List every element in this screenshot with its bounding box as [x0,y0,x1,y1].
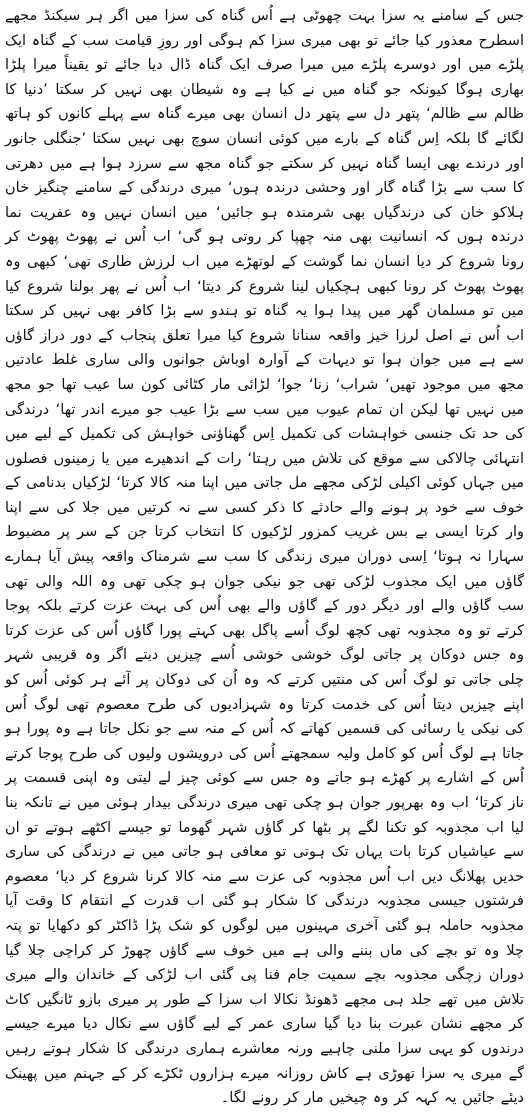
article-body: جس کے سامنے یہ سزا بہت چھوٹی ہے اُس گناہ کی سزا میں اگر ہر سیکنڈ مجھے اسطرح معذور کیا جائے تو بھی میری سزا کم ہوگی اور روزِ قیامت سب کے گناہ ایک پلڑے میں اور دوسرے پلڑے میں میرا صرف ایک گناہ ڈال دیا جائے تو یقیناً میرا پلڑا بھاری ہوگا کیونکہ جو گناہ میں نے کیا ہے وہ شیطان بھی نہیں کر سکتا ’دنیا کا ظالم سے ظالم‘ پتھر دل سے پتھر دل انسان بھی میرے گناہ سے پہلے کانوں کو ہاتھ لگائے گا بلکہ اِس گناہ کے بارے میں کوئی انسان سوچ بھی نہیں سکتا ’جنگلی جانور اور درندے بھی ایسا گناہ نہیں کر سکتے جو گناہ مجھ سے سرزد ہوا ہے میں دھرتی کا سب سے بڑا گناہ گار اور وحشی درندہ ہوں‘ میری درندگی کے سامنے چنگیز خان ہلاکو خان کی درندگیاں بھی شرمندہ ہو جائیں‘ میں انسان نہیں وہ عفریت نما درندہ ہوں کہ انسانیت بھی منہ چھپا کر روتی ہو گی‘ اب اُس نے پھوٹ پھوٹ کر رونا شروع کر دیا انسان نما گوشت کے لوتھڑے میں اب لرزش طاری تھی‘ کبھی وہ پھوٹ پھوٹ کر رونا کبھی ہچکیاں لینا شروع کر دیتا‘ اب اُس نے پھر بولنا شروع کیا میں تو مسلمان گھر میں پیدا ہوا یہ گناہ تو ہندو سے بڑا کافر بھی نہیں کر سکتا اب اُس نے اصل لرزا خیز واقعہ سنانا شروع کیا میرا تعلق پنجاب کے دور دراز گاؤں سے ہے میں جوان ہوا تو دیہات کے آوارہ اوباش جوانوں والی ساری غلط عادتیں مجھ میں موجود تھیں‘ شراب‘ زنا‘ جوا‘ لڑائی مار کٹائی کون سا عیب تھا جو مجھ میں نہیں تھا لیکن ان تمام عیوب میں سب سے بڑا عیب جو میرے اندر تھا‘ درندگی کی حد تک جنسی خواہشات کی تکمیل اِس گھناؤنی خواہش کی تکمیل کے لیے میں انتہائی چالاکی سے موقع کی تلاش میں رہتا‘ رات کے اندھیرے میں یا زمینوں فصلوں میں جہاں کوئی اکیلی لڑکی مجھے مل جاتی میں اپنا منہ کالا کرتا‘ لڑکیاں بدنامی کے خوف سے خود پر ہونے والے حادثے کا ذکر کسی سے نہ کرتیں میں جلا کی سے اپنا وار کرتا ایسی بے بس غریب کمزور لڑکیوں کا انتخاب کرتا جن کے سر پر مضبوط سہارا نہ ہوتا‘ اِسی دوران میری زندگی کا سب سے شرمناک واقعہ پیش آیا ہمارے گاؤں میں ایک مجذوب لڑکی تھی جو نیکی جوان ہو چکی تھی وہ اللہ والی تھی سب گاؤں والے اور دیگر دور کے گاؤں والے بھی اُس کی بہت عزت کرتے بلکہ پوجا کرتے تو وہ مجذوبہ تھی کچھ لوگ اُسے پاگل بھی کہتے پورا گاؤں اُس کی عزت کرتا وہ جس دوکان پر جاتی لوگ خوشی خوشی اُسے چیزیں دیتے اگر وہ قریبی شہر چلی جاتی تو لوگ اُس کی منتیں کرتے کہ وہ اُن کی دوکان پر آئے ہر کوئی اُس کو اپنے چیزیں دیتا اُس کی خدمت کرتا وہ شہزادیوں کی طرح معصوم تھی لوگ اُس کی نیکی یا رسائی کی قسمیں کھاتے کہ اُس کے منہ سے جو نکل جاتا ہے وہ پورا ہو جاتا ہے لوگ اُس کو کامل ولیہ سمجھتے اُس کی درویشوں ولیوں کی طرح پوجا کرتے اُس کے اشارے پر کھڑے ہو جاتے وہ جس سے کوئی چیز لے لیتی وہ اپنی قسمت پر ناز کرتا‘ اب وہ بھرپور جوان ہو چکی تھی میری درندگی بیدار ہوئی میں نے تانکہ بنا لیا اب مجذوبہ کو تکنا لگے پر بٹھا کر گاؤں شہر گھوما تو جیسے اکٹھے ہوتے تو ان سے عیاشیاں کرتا بات یہاں تک ہوتی تو معافی ہو جاتی میں نے درندگی کی ساری حدیں پھلانگ دیں اب اُس مجذوبہ کی عزت سے منہ کالا کرنا شروع کر دیا‘ معصوم فرشتوں جیسی مجذوبہ درندگی کا شکار ہو گئی اب قدرت کے انتقام کا وقت آیا مجذوبہ حاملہ ہو گئی آخری مہینوں میں لوگوں کو شک پڑا ڈاکٹر کو دکھایا تو پتہ چلا وہ تو بچے کی ماں بننے والی ہے میں خوف سے گاؤں چھوڑ کر کراچی چلا گیا دوران زچگی مجذوبہ بچے سمیت جام فنا پی گئی اب لڑکی کے خاندان والے میری تلاش میں تھے جلد ہی مجھے ڈھونڈ نکالا اب سزا کے طور پر میری بازو ٹانگیں کاٹ کر مجھے نشان عبرت بنا دیا گیا ساری عمر کے لیے گاؤں سے نکال دیا میرے جیسے درندوں کو یہی سزا ملنی چاہیے ورنہ معاشرے ہماری درندگی کا شکار ہوتے رہیں گے میری یہ سزا تھوڑی ہے کاش روزانہ میرے ہزاروں ٹکڑے کر کے جہنم میں پھینک دیئے جائیں یہ کہہ کر وہ چیخیں مار کر رونے لگا۔ [5,8,524,1107]
